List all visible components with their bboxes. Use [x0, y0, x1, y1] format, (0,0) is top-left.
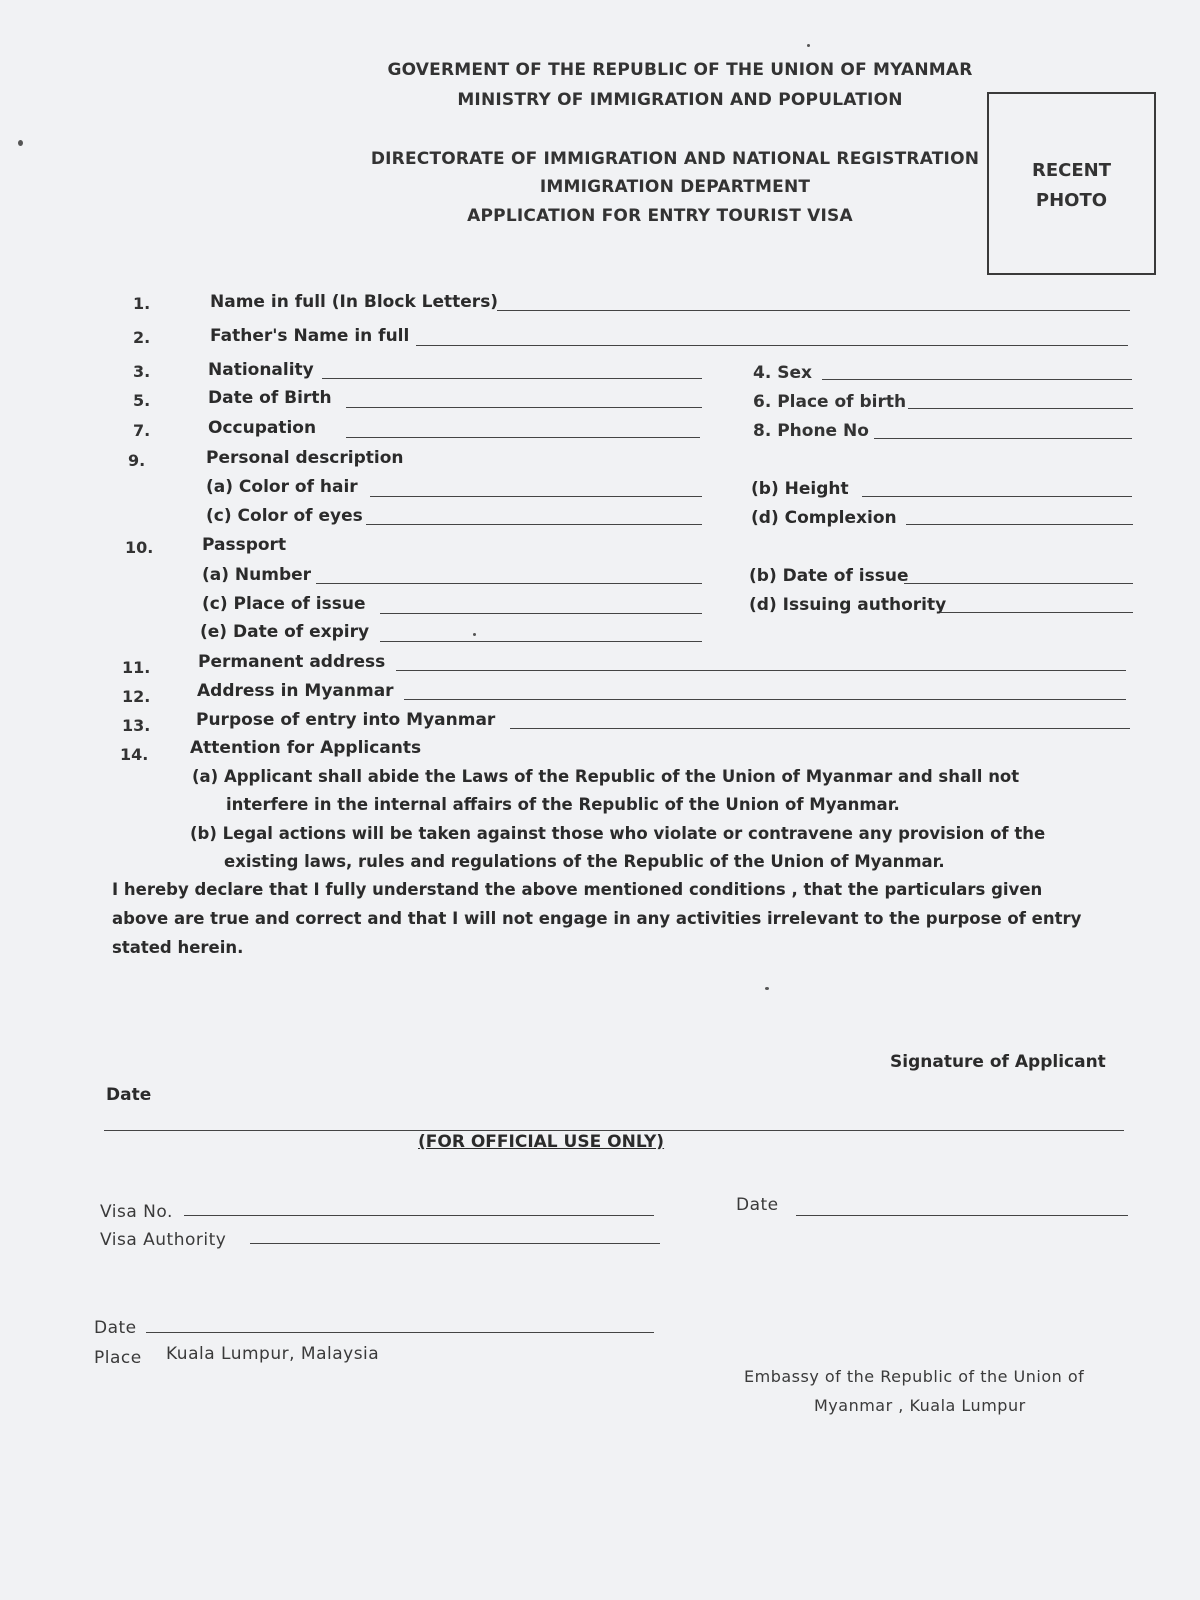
permanent-address-field[interactable]	[396, 670, 1126, 671]
attention-label: Attention for Applicants	[190, 738, 422, 758]
issue-date-label: Date	[94, 1318, 137, 1338]
place-value: Kuala Lumpur, Malaysia	[166, 1344, 380, 1364]
place-of-issue-field[interactable]	[380, 613, 702, 614]
field-number-5: 5.	[133, 391, 151, 410]
field-number-13: 13.	[122, 716, 151, 735]
official-divider	[104, 1130, 1124, 1131]
place-of-birth-label: 6. Place of birth	[753, 392, 907, 412]
passport-number-field[interactable]	[316, 583, 702, 584]
phone-no-field[interactable]	[874, 438, 1132, 439]
scan-speck	[765, 987, 769, 990]
department-title: IMMIGRATION DEPARTMENT	[539, 177, 811, 197]
date-of-birth-field[interactable]	[346, 407, 702, 408]
phone-no-label: 8. Phone No	[753, 421, 869, 441]
place-of-birth-field[interactable]	[908, 408, 1133, 409]
place-label: Place	[94, 1348, 142, 1368]
ministry-title: MINISTRY OF IMMIGRATION AND POPULATION	[457, 90, 903, 110]
hair-color-label: (a) Color of hair	[206, 477, 358, 497]
issuing-authority-label: (d) Issuing authority	[749, 595, 947, 615]
address-in-myanmar-field[interactable]	[404, 699, 1126, 700]
applicant-date-label: Date	[106, 1085, 152, 1105]
purpose-of-entry-label: Purpose of entry into Myanmar	[196, 710, 496, 730]
sex-field[interactable]	[822, 379, 1132, 380]
declaration-line3: stated herein.	[112, 938, 244, 957]
occupation-label: Occupation	[208, 418, 317, 438]
full-name-label: Name in full (In Block Letters)	[210, 292, 499, 312]
date-of-issue-label: (b) Date of issue	[749, 566, 909, 586]
height-field[interactable]	[862, 496, 1132, 497]
full-name-field[interactable]	[497, 310, 1130, 311]
field-number-3: 3.	[133, 362, 151, 381]
personal-description-label: Personal description	[206, 448, 404, 468]
visa-no-field[interactable]	[184, 1215, 654, 1216]
form-title: APPLICATION FOR ENTRY TOURIST VISA	[467, 206, 853, 226]
nationality-field[interactable]	[322, 378, 702, 379]
field-number-10: 10.	[125, 538, 154, 557]
date-of-expiry-field[interactable]	[380, 641, 702, 642]
scan-speck	[807, 44, 810, 47]
nationality-label: Nationality	[208, 360, 314, 380]
purpose-of-entry-field[interactable]	[510, 728, 1130, 729]
place-of-issue-label: (c) Place of issue	[202, 594, 366, 614]
government-title: GOVERMENT OF THE REPUBLIC OF THE UNION OF MYANMAR	[387, 60, 973, 80]
occupation-field[interactable]	[346, 437, 700, 438]
official-date-label: Date	[736, 1195, 779, 1215]
hair-color-field[interactable]	[370, 496, 702, 497]
date-of-birth-label: Date of Birth	[208, 388, 332, 408]
directorate-title: DIRECTORATE OF IMMIGRATION AND NATIONAL REGISTRATION	[370, 149, 980, 169]
visa-no-label: Visa No.	[100, 1202, 173, 1222]
field-number-9: 9.	[128, 451, 146, 470]
complexion-label: (d) Complexion	[751, 508, 897, 528]
scan-speck	[18, 140, 23, 146]
father-name-field[interactable]	[416, 345, 1128, 346]
address-in-myanmar-label: Address in Myanmar	[197, 681, 394, 701]
field-number-1: 1.	[133, 294, 151, 313]
declaration-line1: I hereby declare that I fully understand the above mentioned conditions , that the particulars given	[112, 880, 1043, 899]
issuing-authority-field[interactable]	[940, 612, 1133, 613]
field-number-2: 2.	[133, 328, 151, 347]
passport-label: Passport	[202, 535, 287, 555]
embassy-line1: Embassy of the Republic of the Union of	[744, 1367, 1085, 1386]
attention-a-line1: (a) Applicant shall abide the Laws of the Republic of the Union of Myanmar and shall not	[192, 767, 1020, 786]
field-number-11: 11.	[122, 658, 151, 677]
official-use-title: (FOR OFFICIAL USE ONLY)	[418, 1132, 665, 1152]
scan-speck	[473, 633, 476, 636]
sex-label: 4. Sex	[753, 363, 812, 383]
permanent-address-label: Permanent address	[198, 652, 386, 672]
field-number-12: 12.	[122, 687, 151, 706]
photo-box[interactable]	[987, 92, 1156, 275]
complexion-field[interactable]	[906, 524, 1133, 525]
embassy-line2: Myanmar , Kuala Lumpur	[814, 1396, 1026, 1415]
date-of-expiry-label: (e) Date of expiry	[200, 622, 370, 642]
issue-date-field[interactable]	[146, 1332, 654, 1333]
official-date-field[interactable]	[796, 1215, 1128, 1216]
field-number-7: 7.	[133, 421, 151, 440]
attention-b-line2: existing laws, rules and regulations of the Republic of the Union of Myanmar.	[224, 852, 945, 871]
attention-a-line2: interfere in the internal affairs of the Republic of the Union of Myanmar.	[226, 795, 900, 814]
field-number-14: 14.	[120, 745, 149, 764]
signature-label: Signature of Applicant	[890, 1052, 1106, 1072]
eye-color-field[interactable]	[366, 524, 702, 525]
visa-authority-label: Visa Authority	[100, 1230, 227, 1250]
photo-label-recent: RECENT	[1031, 160, 1111, 181]
passport-number-label: (a) Number	[202, 565, 312, 585]
height-label: (b) Height	[751, 479, 849, 499]
eye-color-label: (c) Color of eyes	[206, 506, 363, 526]
date-of-issue-field[interactable]	[904, 583, 1133, 584]
photo-label-photo: PHOTO	[1035, 190, 1108, 211]
attention-b-line1: (b) Legal actions will be taken against those who violate or contravene any provision of the	[190, 824, 1046, 843]
visa-authority-field[interactable]	[250, 1243, 660, 1244]
father-name-label: Father's Name in full	[210, 326, 410, 346]
declaration-line2: above are true and correct and that I will not engage in any activities irrelevant to the purpose of entry	[112, 909, 1082, 928]
